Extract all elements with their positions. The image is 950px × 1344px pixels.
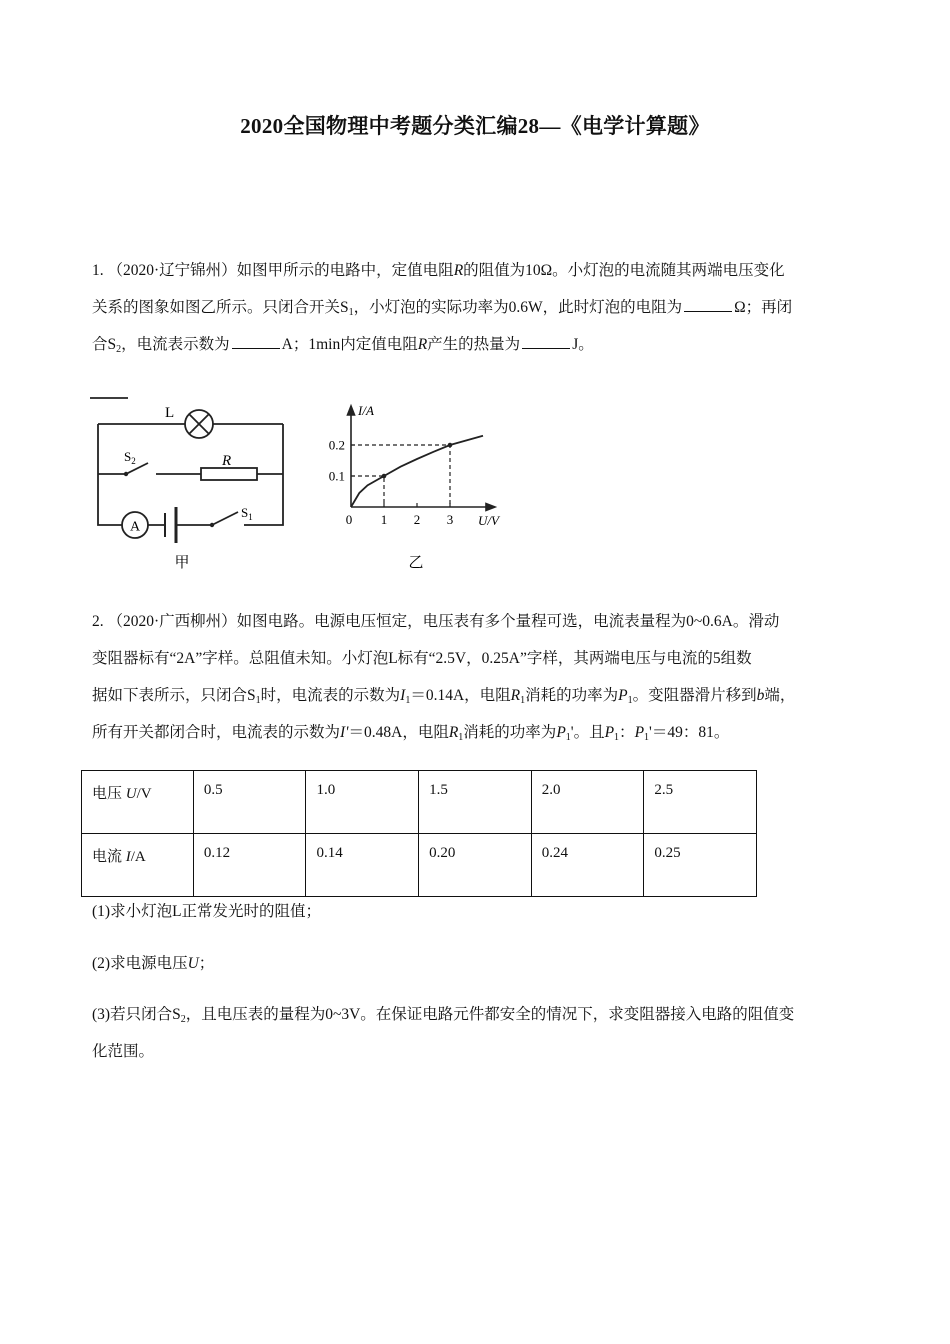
- figure-caption-jia: 甲: [174, 555, 190, 571]
- y-tick-label: 0.2: [328, 437, 345, 453]
- question-2-text: 2. （2020·广西柳州）如图电路。电源电压恒定，电压表有多个量程可选，电流表量程为0~0.6A。滑动 变阻器标有“2A”字样。总阻值未知。小灯泡L标有“2.5V，0.25A”字样，其两端电压与电流的5组数 据如下表所示，只闭合$S_1$时，电流表的示数为$I_1=0.14A$，电阻$R_1$消耗的功率为$P_1$。变阻器滑片移到b端， 所有开关都闭合时，电流表的示数为I'＝0.48A，电阻$R_1$消耗的功率为$P_1'$。且$P_1$：$P_1'=49$：81。: [92, 613, 796, 743]
- sub-question-3: (3)若只闭合$S_2$，且电压表的量程为0~3V。在保证电路元件都安全的情况下，求变阻器接入电路的阻值变 化范围。: [92, 1006, 795, 1060]
- table-row: [82, 834, 757, 897]
- q2-number: 2.: [92, 613, 104, 630]
- answer-blank-2[interactable]: [232, 334, 280, 349]
- question-1-text: 1. （2020·辽宁锦州）如图甲所示的电路中，定值电阻R的阻值为10Ω。小灯泡的电流随其两端电压变化 关系的图象如图乙所示。只闭合开关$S_1$，小灯泡的实际功率为0.6W，此时灯泡的电阻为 Ω；再闭 合$S_2$，电流表示数为 A；1min内定值电阻R产生的热量为 J。: [92, 262, 793, 355]
- s2-label: $S_2$: [124, 449, 136, 466]
- sub-question-2: (2)求电源电压U；: [92, 955, 215, 972]
- table-cell: 0.14: [306, 834, 419, 897]
- answer-blank-1[interactable]: [684, 297, 732, 312]
- table-cell: 0.24: [531, 834, 644, 897]
- q1-number: 1.: [92, 262, 104, 279]
- table-row: [82, 771, 757, 834]
- row-label-voltage: 电压 U/V: [82, 771, 194, 834]
- iu-graph: [318, 395, 518, 577]
- data-point: [448, 443, 453, 448]
- voltage-current-table: [81, 770, 757, 897]
- table-cell: 0.25: [644, 834, 757, 897]
- s2-contact: [124, 472, 128, 476]
- lamp-label: L: [165, 405, 175, 421]
- table-cell: 1.5: [419, 771, 532, 834]
- x-tick-label: 1: [380, 512, 388, 527]
- y-tick-label: 0.1: [328, 468, 345, 484]
- row-label-current: 电流 I/A: [82, 834, 194, 897]
- table-cell: 0.12: [193, 834, 306, 897]
- ammeter-label: A: [129, 519, 141, 535]
- table-cell: 1.0: [306, 771, 419, 834]
- figure-caption-yi: 乙: [408, 555, 424, 571]
- circuit-diagram: [88, 395, 298, 575]
- y-axis-label: I/A: [358, 403, 374, 418]
- iu-curve: [351, 436, 483, 507]
- q2-source: （2020·广西柳州）: [107, 613, 237, 630]
- table-cell: 0.20: [419, 834, 532, 897]
- page-title: 2020全国物理中考题分类汇编28—《电学计算题》: [240, 114, 710, 138]
- table-cell: 0.5: [193, 771, 306, 834]
- table-cell: 2.0: [531, 771, 644, 834]
- guide-line: [351, 476, 384, 507]
- lamp-symbol: [185, 410, 213, 438]
- x-tick-label: 2: [413, 512, 421, 527]
- table-cell: 2.5: [644, 771, 757, 834]
- s1-label: $S_1$: [241, 505, 253, 522]
- s1-contact: [210, 523, 214, 527]
- q1-source: （2020·辽宁锦州）: [107, 262, 237, 279]
- x-tick-label: 0: [345, 512, 353, 527]
- x-tick-label: 3: [446, 512, 454, 527]
- data-point: [382, 474, 387, 479]
- resistor-label: R: [222, 453, 232, 469]
- answer-blank-3[interactable]: [522, 334, 570, 349]
- x-axis-label: U/V: [478, 513, 499, 528]
- sub-question-1: (1)求小灯泡L正常发光时的阻值；: [92, 903, 322, 920]
